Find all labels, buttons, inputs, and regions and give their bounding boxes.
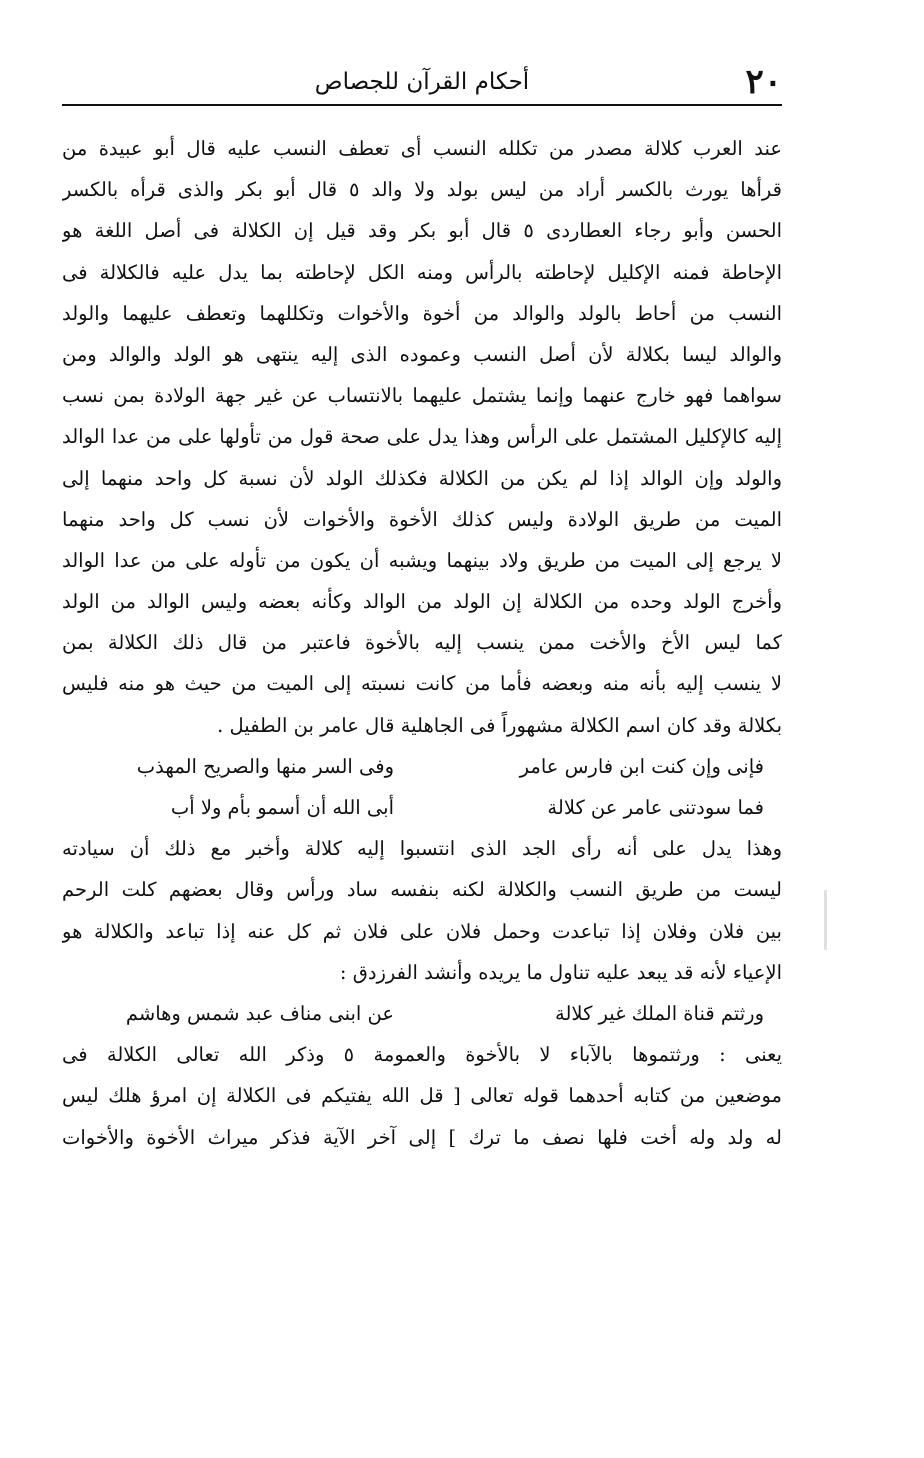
text-line: النسب من أحاط بالولد والوالد من أخوة والأخوات وتكللهما وتعطف عليهما والولد <box>62 301 782 325</box>
verse-first-hemistich: ورثتم قناة الملك غير كلالة <box>555 1001 764 1025</box>
poem-verse <box>62 993 782 1034</box>
text-line: الإعياء لأنه قد يبعد عليه تناول ما يريده وأنشد الفرزدق : <box>339 960 782 984</box>
text-line: الميت من طريق الولادة وليس كذلك الأخوة والأخوات لأن نسب كل واحد منهما <box>62 507 782 531</box>
text-line: الحسن وأبو رجاء العطاردى ٥ قال أبو بكر وقد قيل إن الكلالة فى أصل اللغة هو <box>62 219 782 243</box>
text-line: كما ليس الأخ والأخت ممن ينسب إليه بالأخوة فاعتبر من قال ذلك الكلالة بمن <box>62 631 782 655</box>
verse-second-hemistich: أبى الله أن أسمو بأم ولا أب <box>170 796 394 819</box>
margin-mark <box>824 890 827 950</box>
verse-second-hemistich: عن ابنى مناف عبد شمس وهاشم <box>125 1001 394 1025</box>
poem-verse <box>62 787 782 828</box>
text-line: وهذا يدل على أنه رأى الجد الذى انتسبوا إليه كلالة وأخبر مع ذلك أن سيادته <box>62 837 782 861</box>
text-line: إليه كالإكليل المشتمل على الرأس وهذا يدل على صحة قول من تأولها على من عدا الوالد <box>62 425 782 449</box>
text-line: قرأها يورث بالكسر أراد من ليس بولد ولا والد ٥ قال أبو بكر والذى قرأه بالكسر <box>62 178 782 202</box>
verse-second-hemistich: وفى السر منها والصريح المهذب <box>136 754 394 778</box>
verse-first-hemistich: فإنى وإن كنت ابن فارس عامر <box>519 754 764 778</box>
poem-verse <box>62 746 782 787</box>
running-title: أحكام القرآن للجصاص <box>314 69 530 95</box>
page-number: ٢٠ <box>745 62 782 102</box>
text-line: والولد وإن الوالد إذا لم يكن من الكلالة فكذلك الولد لأن نسبة كل واحد منهما إلى <box>62 466 782 490</box>
text-line: لا يرجع إلى الميت من طريق ولاد بينهما ويشبه أن يكون من تأوله على من عدا الوالد <box>62 548 782 572</box>
text-line: له ولد وله أخت فلها نصف ما ترك ] إلى آخر الآية فذكر ميراث الأخوة والأخوات <box>62 1125 782 1149</box>
verse-first-hemistich: فما سودتنى عامر عن كلالة <box>547 796 764 819</box>
text-line: لا ينسب إليه بأنه منه وبعضه فأما من كانت نسبته إلى الميت من حيث هو منه فليس <box>62 672 782 696</box>
text-line: بين فلان وفلان إذا تباعدت وحمل فلان على فلان ثم كل عنه إذا تباعد والكلالة هو <box>62 919 782 943</box>
page-header <box>62 58 782 106</box>
text-line: الإحاطة فمنه الإكليل لإحاطته بالرأس ومنه الكل لإحاطته بما يدل عليه فالكلالة فى <box>62 260 782 284</box>
text-line: ليست من طريق النسب والكلالة لكنه بنفسه ساد ورأس وقال بعضهم كلت الرحم <box>62 878 782 902</box>
header-rule <box>62 104 782 106</box>
text-line: سواهما فهو خارج عنهما وإنما يشتمل عليهما بالانتساب عن غير جهة الولادة بمن نسب <box>62 384 782 408</box>
body-text <box>62 128 782 1158</box>
text-line: والوالد ليسا بكلالة لأن أصل النسب وعموده الذى إليه ينتهى هو الولد والوالد ومن <box>62 342 782 366</box>
text-line: عند العرب كلالة مصدر من تكلله النسب أى تعطف النسب عليه قال أبو عبيدة من <box>62 137 782 160</box>
text-line: موضعين من كتابه أحدهما قوله تعالى [ قل الله يفتيكم فى الكلالة إن امرؤ هلك ليس <box>62 1084 782 1108</box>
text-line: بكلالة وقد كان اسم الكلالة مشهوراً فى الجاهلية قال عامر بن الطفيل . <box>217 713 782 737</box>
text-line: وأخرج الولد وحده من الكلالة إن الولد من الوالد وكأنه بعضه وليس الوالد من الولد <box>62 590 782 614</box>
text-line: يعنى : ورثتموها بالآباء لا بالأخوة والعمومة ٥ وذكر الله تعالى الكلالة فى <box>62 1043 782 1067</box>
